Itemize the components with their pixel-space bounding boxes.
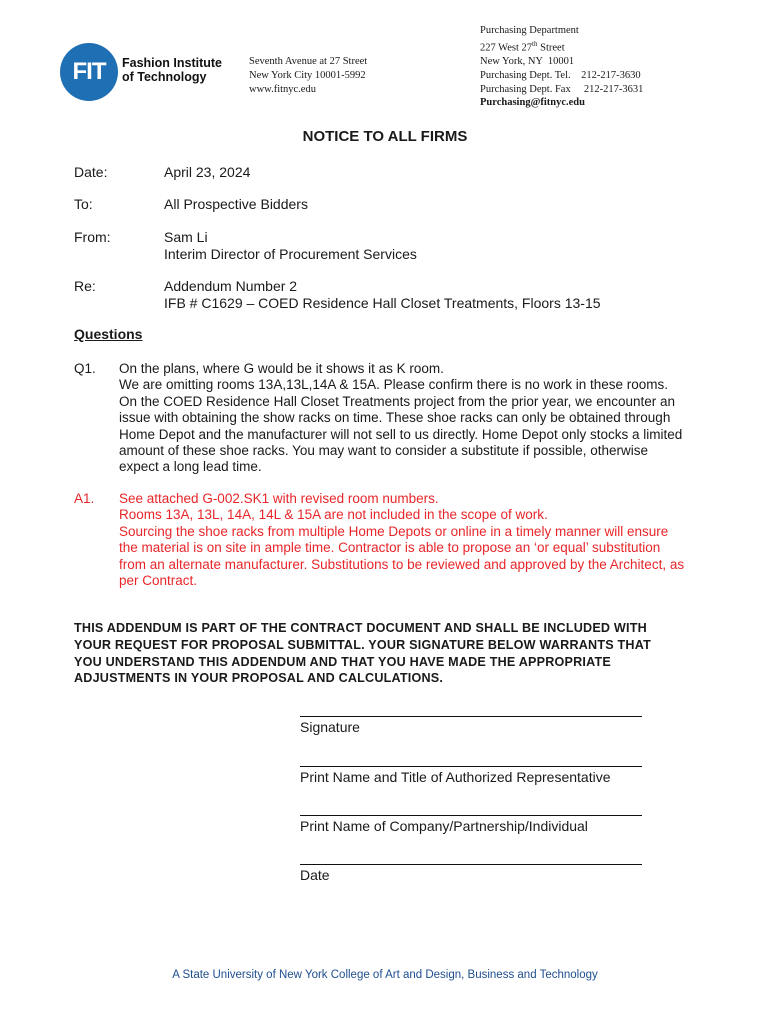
a1-text — [119, 491, 704, 589]
institution-name-line1: Fashion Institute — [122, 56, 222, 70]
re-line2: IFB # C1629 – COED Residence Hall Closet Treatments, Floors 13-15 — [164, 295, 601, 311]
address-line2: New York City 10001-5992 — [249, 70, 366, 81]
institution-name-line2: of Technology — [122, 70, 207, 84]
notice-line: ADJUSTMENTS IN YOUR PROPOSAL AND CALCULATIONS. — [74, 671, 444, 686]
company-name-label: Print Name of Company/Partnership/Individual — [300, 818, 588, 834]
date-line[interactable] — [300, 864, 642, 865]
q1-line: Home Depot and the manufacturer will not sell to us directly. Home Depot only stocks a limited — [119, 426, 683, 442]
dept-street-suffix: Street — [537, 42, 565, 54]
company-name-line[interactable] — [300, 815, 642, 816]
re-label: Re: — [74, 278, 96, 294]
date-label: Date: — [74, 164, 108, 180]
date-sign-label: Date — [300, 867, 330, 883]
a1-label: A1. — [74, 491, 95, 506]
q1-line: On the COED Residence Hall Closet Treatments project from the prior year, we encounter an — [119, 393, 676, 409]
fit-logo: FIT — [60, 43, 118, 101]
dept-email-link[interactable]: Purchasing@fitnyc.edu — [480, 97, 585, 109]
a1-line: per Contract. — [119, 573, 198, 589]
addendum-notice — [74, 620, 704, 687]
to-value: All Prospective Bidders — [164, 196, 308, 212]
dept-street-ordinal: th — [532, 39, 538, 48]
q1-line: amount of these shoe racks. You may want to consider a substitute if possible, otherwise — [119, 443, 649, 459]
a1-line: Rooms 13A, 13L, 14A, 14L & 15A are not included in the scope of work. — [119, 507, 548, 523]
notice-line: YOUR REQUEST FOR PROPOSAL SUBMITTAL. YOUR SIGNATURE BELOW WARRANTS THAT — [74, 637, 651, 652]
dept-city: New York, NY 10001 — [480, 56, 575, 68]
q1-label: Q1. — [74, 361, 96, 376]
footer-tagline: A State University of New York College of Art and Design, Business and Technology — [172, 969, 598, 981]
from-label: From: — [74, 229, 111, 245]
date-value: April 23, 2024 — [164, 164, 251, 180]
q1-line: We are omitting rooms 13A,13L,14A & 15A. Please confirm there is no work in these rooms. — [119, 377, 669, 393]
q1-line: issue with obtaining the show racks on time. These shoe racks can only be obtained through — [119, 410, 671, 426]
institution-address — [249, 55, 367, 97]
address-line1: Seventh Avenue at 27 Street — [249, 56, 368, 67]
notice-line: THIS ADDENDUM IS PART OF THE CONTRACT DOCUMENT AND SHALL BE INCLUDED WITH — [74, 621, 647, 635]
print-name-label: Print Name and Title of Authorized Representative — [300, 769, 611, 785]
dept-fax: Purchasing Dept. Fax 212-217-3631 — [480, 83, 644, 95]
q1-line: expect a long lead time. — [119, 459, 262, 475]
department-contact — [480, 24, 643, 110]
a1-line: See attached G-002.SK1 with revised room numbers. — [119, 491, 439, 506]
a1-line: from an alternate manufacturer. Substitutions to be reviewed and approved by the Architect, as — [119, 556, 685, 572]
dept-street — [480, 38, 643, 55]
q1-text — [119, 361, 704, 476]
questions-heading: Questions — [74, 326, 143, 342]
institution-name — [122, 56, 222, 84]
q1-line: On the plans, where G would be it shows it as K room. — [119, 361, 444, 376]
from-name: Sam Li — [164, 229, 208, 245]
signature-label: Signature — [300, 719, 360, 735]
website-text: www.fitnyc.edu — [249, 84, 316, 95]
from-value — [164, 229, 417, 263]
re-line1: Addendum Number 2 — [164, 278, 298, 294]
from-title: Interim Director of Procurement Services — [164, 246, 417, 262]
notice-line: YOU UNDERSTAND THIS ADDENDUM AND THAT YOU HAVE MADE THE APPROPRIATE — [74, 654, 611, 669]
signature-line[interactable] — [300, 716, 642, 717]
a1-line: Sourcing the shoe racks from multiple Home Depots or online in a timely manner will ensure — [119, 523, 669, 539]
re-value — [164, 278, 601, 312]
page-title: NOTICE TO ALL FIRMS — [302, 128, 468, 145]
dept-tel: Purchasing Dept. Tel. 212-217-3630 — [480, 69, 641, 81]
a1-line: the material is on site in ample time. Contractor is able to propose an ‘or equal’ substitution — [119, 540, 661, 556]
dept-name: Purchasing Department — [480, 25, 579, 36]
print-name-line[interactable] — [300, 766, 642, 767]
dept-street-number: 227 West 27 — [480, 42, 533, 54]
to-label: To: — [74, 196, 93, 212]
